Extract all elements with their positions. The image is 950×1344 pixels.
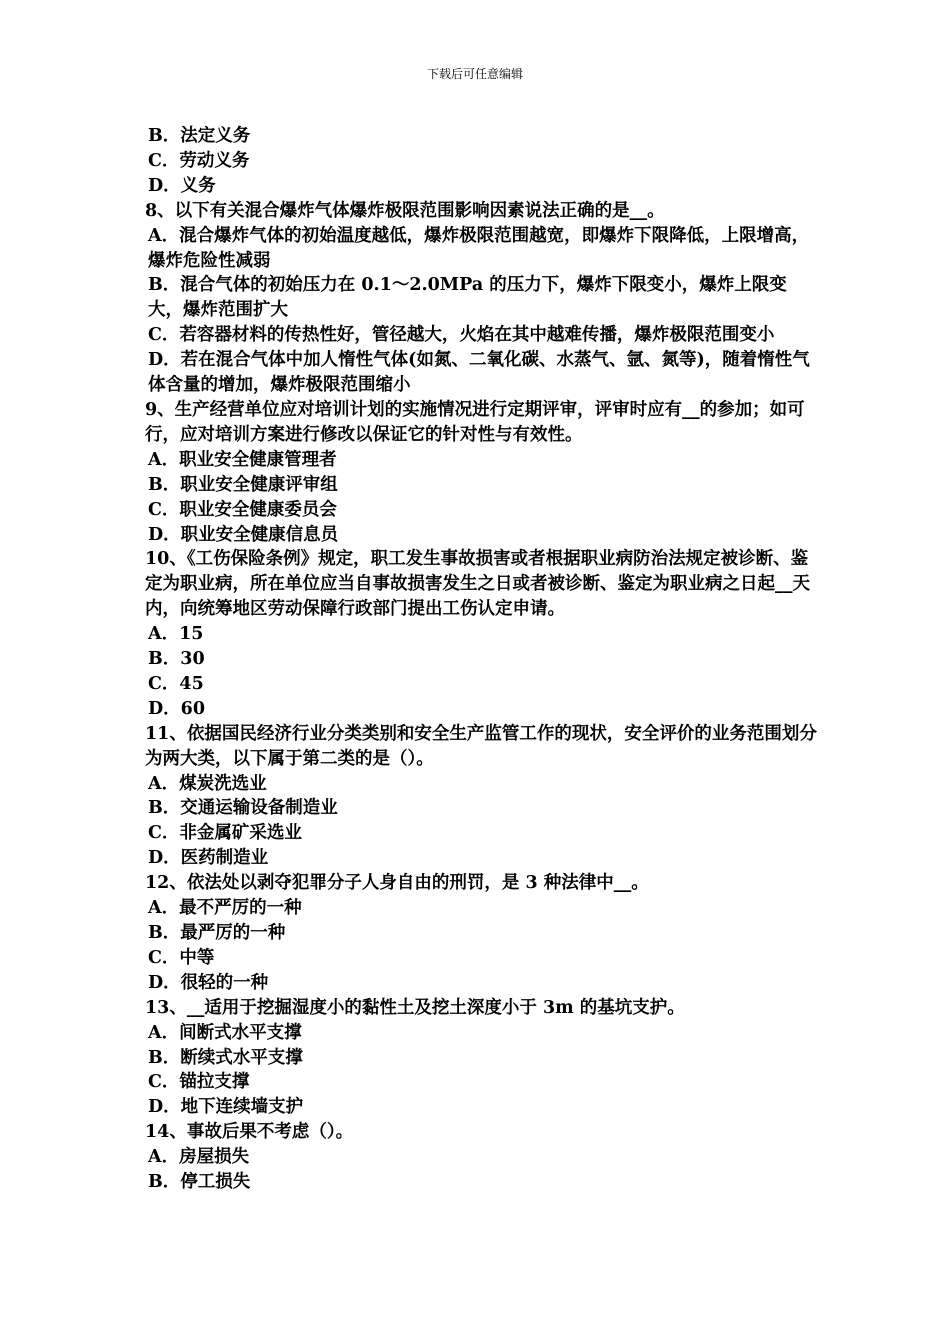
answer-option: B．交通运输设备制造业: [148, 798, 338, 819]
document-body: [145, 124, 817, 1195]
answer-option: B．法定义务: [148, 126, 251, 146]
answer-option: C．职业安全健康委员会: [148, 499, 337, 520]
answer-option: D．很轻的一种: [148, 972, 269, 993]
page-header: 下载后可任意编辑: [426, 67, 523, 81]
answer-option: A．煤炭洗选业: [148, 773, 267, 794]
answer-option: B．停工损失: [148, 1172, 251, 1193]
answer-option: B．断续式水平支撑: [148, 1047, 303, 1068]
answer-option: D．若在混合气体中加人惰性气体(如氮、二氧化碳、水蒸气、氩、氮等)，随着惰性气体含量的增加，爆炸极限范围缩小: [148, 350, 810, 396]
answer-option: C．非金属矿采选业: [148, 823, 302, 844]
question-text: 10、《工伤保险条例》规定，职工发生事故损害或者根据职业病防治法规定被诊断、鉴定为职业病，所在单位应当自事故损害发生之日或者被诊断、鉴定为职业病之日起__天内，向统筹地区劳动保障行政部门提出工伤认定申请。: [145, 549, 810, 620]
answer-option: D．义务: [148, 175, 216, 196]
question-text: 8、以下有关混合爆炸气体爆炸极限范围影响因素说法正确的是__。: [145, 200, 665, 221]
answer-option: B．混合气体的初始压力在 0.1～2.0MPa 的压力下，爆炸下限变小，爆炸上限变大，爆炸范围扩大: [148, 275, 787, 321]
answer-option: C．锚拉支撑: [148, 1072, 250, 1093]
answer-option: A．职业安全健康管理者: [148, 449, 337, 470]
answer-option: D．60: [148, 698, 206, 719]
answer-option: D．职业安全健康信息员: [148, 524, 339, 545]
answer-option: B．最严厉的一种: [148, 923, 286, 943]
question-text: 13、__适用于挖掘湿度小的黏性土及挖土深度小于 3m 的基坑支护。: [145, 997, 685, 1018]
answer-option: A．混合爆炸气体的初始温度越低，爆炸极限范围越宽，即爆炸下限降低，上限增高，爆炸危险性减弱: [148, 225, 810, 271]
answer-option: B．30: [148, 649, 205, 670]
answer-option: C．劳动义务: [148, 150, 250, 171]
answer-option: A．房屋损失: [148, 1147, 250, 1168]
question-text: 9、生产经营单位应对培训计划的实施情况进行定期评审，评审时应有__的参加；如可行，应对培训方案进行修改以保证它的针对性与有效性。: [145, 399, 805, 445]
answer-option: C．若容器材料的传热性好，管径越大，火焰在其中越难传播，爆炸极限范围变小: [148, 325, 775, 346]
answer-option: D．地下连续墙支护: [148, 1097, 304, 1118]
question-text: 14、事故后果不考虑（）。: [145, 1122, 354, 1143]
question-text: 11、依据国民经济行业分类类别和安全生产监管工作的现状，安全评价的业务范围划分为两大类，以下属于第二类的是（）。: [145, 723, 817, 769]
question-text: 12、依法处以剥夺犯罪分子人身自由的刑罚，是 3 种法律中__。: [145, 873, 649, 894]
answer-option: C．45: [148, 673, 204, 694]
answer-option: A．间断式水平支撑: [148, 1022, 302, 1043]
answer-option: A．15: [148, 624, 204, 645]
answer-option: A．最不严厉的一种: [148, 898, 302, 919]
answer-option: D．医药制造业: [148, 848, 269, 869]
answer-option: C．中等: [148, 947, 215, 968]
answer-option: B．职业安全健康评审组: [148, 474, 338, 495]
